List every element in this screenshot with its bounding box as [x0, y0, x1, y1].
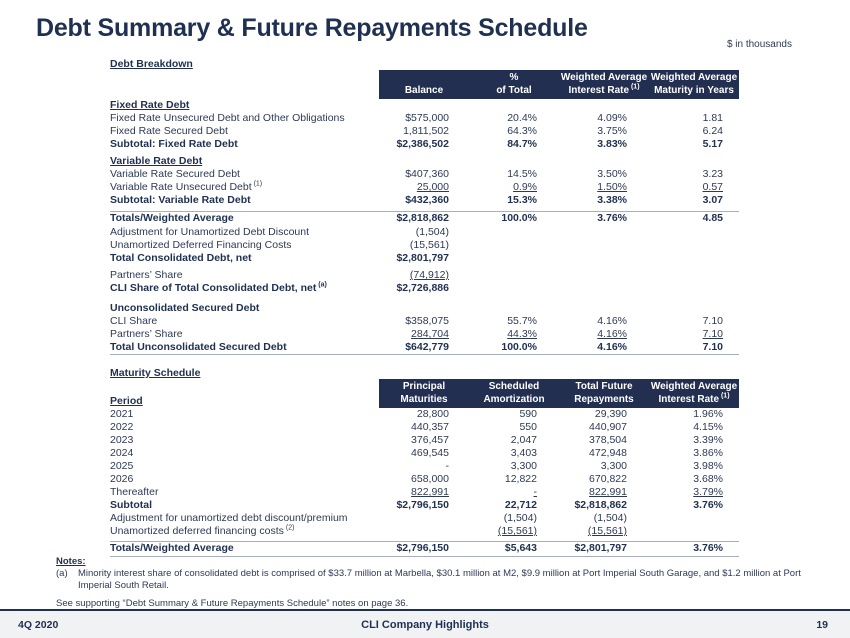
table-row: [110, 473, 739, 486]
cell-value: 44.3%: [507, 328, 537, 340]
cell-value: 100.0%: [501, 212, 537, 224]
cell-value: 4.85: [702, 212, 723, 224]
cell-value: 1.96%: [693, 408, 723, 420]
maturity-schedule-header: [110, 379, 739, 408]
cell-value: $575,000: [405, 112, 449, 124]
row-label: 2023: [110, 434, 134, 446]
cell-value: [469, 99, 559, 112]
table-row: [110, 168, 739, 181]
cell-value: 4.16%: [597, 341, 627, 353]
row-label: 2021: [110, 408, 134, 420]
cell-value: (1,504): [503, 512, 537, 524]
cell-value: (1,504): [415, 226, 449, 238]
footnote-marker: (1): [629, 83, 640, 91]
cell-value: [649, 99, 739, 112]
row-label: Variable Rate Secured Debt: [110, 168, 240, 180]
row-label: 2024: [110, 447, 134, 459]
cell-value: 3.76%: [693, 499, 723, 511]
table-header-cell: Total Future Repayments: [559, 379, 649, 408]
table-header-cell: Weighted Average Interest Rate $^{(1)}$: [649, 379, 739, 408]
footnote-marker: (1): [719, 392, 730, 400]
cell-value: [559, 282, 649, 295]
row-label: Unamortized deferred financing costs $^{(2)}$: [110, 524, 295, 537]
cell-value: [469, 226, 559, 239]
table-row: [110, 211, 739, 226]
cell-value: [559, 302, 649, 315]
table-row: [110, 341, 739, 355]
cell-value: 440,357: [411, 421, 449, 433]
footnote-marker: (1): [251, 180, 263, 188]
table-row: [110, 315, 739, 328]
table-row: [110, 512, 739, 525]
cell-value: [649, 239, 739, 252]
row-label: Variable Rate Unsecured Debt $^{(1)}$: [110, 180, 263, 193]
debt-breakdown-title: Debt Breakdown: [110, 58, 193, 70]
table-row: [110, 421, 739, 434]
cell-value: 3.76%: [597, 212, 627, 224]
cell-value: [469, 155, 559, 168]
cell-value: [649, 269, 739, 282]
table-row: [110, 486, 739, 499]
cell-value: 376,457: [411, 434, 449, 446]
cell-value: 29,390: [594, 408, 627, 420]
cell-value: [469, 239, 559, 252]
cell-value: 12,822: [504, 473, 537, 485]
cell-value: $432,360: [405, 194, 449, 206]
row-label: 2022: [110, 421, 134, 433]
row-label: CLI Share of Total Consolidated Debt, net $^{(a)}$: [110, 281, 327, 294]
cell-value: 6.24: [702, 125, 723, 137]
header-corner: [110, 70, 379, 99]
cell-value: [559, 226, 649, 239]
table-row: [110, 282, 739, 295]
notes-block: [56, 556, 808, 610]
row-label: 2025: [110, 460, 134, 472]
table-row: [110, 269, 739, 282]
cell-value: 440,907: [589, 421, 627, 433]
cell-value: 14.5%: [507, 168, 537, 180]
cell-value: $2,818,862: [574, 499, 627, 511]
cell-value: 4.16%: [597, 315, 627, 327]
cell-value: 20.4%: [507, 112, 537, 124]
cell-value: $407,360: [405, 168, 449, 180]
table-row: [110, 408, 739, 421]
cell-value: 3.23: [702, 168, 723, 180]
period-label: Period: [110, 395, 143, 407]
cell-value: [649, 155, 739, 168]
table-row: [110, 99, 739, 112]
cell-value: 3.79%: [693, 486, 723, 498]
cell-value: 22,712: [504, 499, 537, 511]
table-row: [110, 226, 739, 239]
table-row: [110, 447, 739, 460]
cell-value: [649, 282, 739, 295]
cell-value: [379, 512, 469, 525]
table-header-cell: Weighted Average Maturity in Years: [649, 70, 739, 99]
cell-value: $2,726,886: [396, 282, 449, 294]
supporting-note: See supporting “Debt Summary & Future Repayments Schedule” notes on page 36.: [56, 598, 409, 609]
row-label: Thereafter: [110, 486, 159, 498]
row-label: Total Unconsolidated Secured Debt: [110, 341, 287, 353]
cell-value: [649, 302, 739, 315]
cell-value: 3.39%: [693, 434, 723, 446]
footer-title: CLI Company Highlights: [361, 618, 489, 631]
cell-value: 15.3%: [507, 194, 537, 206]
cell-value: $2,818,862: [396, 212, 449, 224]
footer-page-number: 19: [816, 618, 828, 631]
cell-value: [469, 252, 559, 265]
page-title: Debt Summary & Future Repayments Schedule: [36, 14, 588, 42]
cell-value: [559, 252, 649, 265]
cell-value: 3.75%: [597, 125, 627, 137]
note-text: Minority interest share of consolidated debt is comprised of $33.7 million at Marbella, $30.1 million at M2, $9.9 million at Port Imperial South Garage, and $1.2 million at Port Imperial South Retail.: [78, 568, 801, 591]
row-label: Fixed Rate Debt: [110, 99, 190, 111]
cell-value: [559, 99, 649, 112]
table-row: [110, 138, 739, 151]
cell-value: 378,504: [589, 434, 627, 446]
cell-value: [559, 239, 649, 252]
cell-value: 3,403: [510, 447, 537, 459]
row-label: Partners’ Share: [110, 269, 183, 281]
row-label: Partners’ Share: [110, 328, 183, 340]
cell-value: [559, 155, 649, 168]
row-label: Variable Rate Debt: [110, 155, 203, 167]
cell-value: 64.3%: [507, 125, 537, 137]
cell-value: 3,300: [600, 460, 627, 472]
cell-value: 84.7%: [507, 138, 537, 150]
cell-value: (15,561): [587, 525, 627, 537]
cell-value: [379, 525, 469, 538]
debt-breakdown-table: [110, 58, 739, 355]
note-item: [56, 568, 808, 592]
cell-value: 3.50%: [597, 168, 627, 180]
row-label: Subtotal: Fixed Rate Debt: [110, 138, 238, 150]
cell-value: [469, 302, 559, 315]
debt-breakdown-header: [110, 70, 739, 99]
cell-value: 2,047: [510, 434, 537, 446]
cell-value: [559, 269, 649, 282]
cell-value: [649, 226, 739, 239]
cell-value: 7.10: [702, 315, 723, 327]
cell-value: 100.0%: [501, 341, 537, 353]
cell-value: 3.68%: [693, 473, 723, 485]
table-header-cell: % of Total: [469, 70, 559, 99]
cell-value: $358,075: [405, 315, 449, 327]
row-label: Subtotal: Variable Rate Debt: [110, 194, 251, 206]
cell-value: 28,800: [416, 408, 449, 420]
row-label: Unconsolidated Secured Debt: [110, 302, 260, 314]
table-row: [110, 541, 739, 557]
table-row: [110, 155, 739, 168]
cell-value: 469,545: [411, 447, 449, 459]
cell-value: 55.7%: [507, 315, 537, 327]
row-label: Unamortized Deferred Financing Costs: [110, 239, 292, 251]
footer-quarter: 4Q 2020: [18, 618, 59, 631]
cell-value: (1,504): [593, 512, 627, 524]
table-row: [110, 239, 739, 252]
cell-value: 7.10: [702, 328, 723, 340]
cell-value: 1,811,502: [403, 125, 449, 137]
cell-value: [379, 302, 469, 315]
units-note: $ in thousands: [726, 39, 792, 50]
footnote-marker: (2): [283, 524, 295, 532]
cell-value: (15,561): [409, 239, 449, 251]
cell-value: (74,912): [409, 269, 449, 281]
cell-value: 3.38%: [597, 194, 627, 206]
maturity-schedule-title: Maturity Schedule: [110, 367, 201, 379]
maturity-schedule-body: [110, 408, 739, 557]
cell-value: 822,991: [411, 486, 449, 498]
cell-value: $2,796,150: [396, 542, 449, 554]
cell-value: [649, 252, 739, 265]
cell-value: $2,801,797: [574, 542, 627, 554]
footnote-marker: (a): [316, 281, 327, 289]
table-row: [110, 125, 739, 138]
cell-value: $2,386,502: [396, 138, 449, 150]
debt-breakdown-body: [110, 99, 739, 355]
cell-value: $642,779: [405, 341, 449, 353]
cell-value: 0.57: [702, 181, 723, 193]
table-row: [110, 460, 739, 473]
cell-value: 550: [519, 421, 537, 433]
row-label: Totals/Weighted Average: [110, 212, 234, 224]
cell-value: 658,000: [411, 473, 449, 485]
table-row: [110, 328, 739, 341]
cell-value: 25,000: [416, 181, 449, 193]
cell-value: -: [533, 486, 537, 498]
footer-bar: [0, 609, 850, 638]
cell-value: 4.15%: [693, 421, 723, 433]
cell-value: 590: [519, 408, 537, 420]
cell-value: 3.07: [702, 194, 723, 206]
table-header-cell: Principal Maturities: [379, 379, 469, 408]
row-label: CLI Share: [110, 315, 158, 327]
cell-value: 3.98%: [693, 460, 723, 472]
table-row: [110, 112, 739, 125]
cell-value: 822,991: [589, 486, 627, 498]
notes-heading: Notes:: [56, 556, 86, 567]
table-row: [110, 302, 739, 315]
table-row: [110, 499, 739, 512]
row-label: Fixed Rate Unsecured Debt and Other Obligations: [110, 112, 345, 124]
cell-value: 3.83%: [597, 138, 627, 150]
row-label: Totals/Weighted Average: [110, 542, 234, 554]
cell-value: 3,300: [510, 460, 537, 472]
cell-value: 670,822: [589, 473, 627, 485]
cell-value: [469, 269, 559, 282]
cell-value: 0.9%: [513, 181, 537, 193]
cell-value: [649, 512, 739, 525]
cell-value: $2,801,797: [396, 252, 449, 264]
cell-value: 284,704: [411, 328, 449, 340]
cell-value: -: [445, 460, 449, 472]
row-label: Subtotal: [110, 499, 152, 511]
table-row: [110, 525, 739, 538]
table-row: [110, 434, 739, 447]
cell-value: 4.09%: [597, 112, 627, 124]
table-header-cell: Balance: [379, 70, 469, 99]
note-marker: (a): [56, 568, 68, 579]
cell-value: $2,796,150: [396, 499, 449, 511]
cell-value: 3.86%: [693, 447, 723, 459]
cell-value: 472,948: [589, 447, 627, 459]
cell-value: 4.16%: [597, 328, 627, 340]
table-row: [110, 194, 739, 207]
cell-value: [379, 99, 469, 112]
row-label: Adjustment for Unamortized Debt Discount: [110, 226, 310, 238]
row-label: Fixed Rate Secured Debt: [110, 125, 228, 137]
table-header-cell: Scheduled Amortization: [469, 379, 559, 408]
row-label: Total Consolidated Debt, net: [110, 252, 252, 264]
cell-value: 7.10: [702, 341, 723, 353]
row-label: Adjustment for unamortized debt discount/premium: [110, 512, 348, 524]
maturity-schedule-table: [110, 367, 739, 557]
cell-value: 5.17: [702, 138, 723, 150]
table-header-cell: Weighted Average Interest Rate $^{(1)}$: [559, 70, 649, 99]
cell-value: 1.50%: [597, 181, 627, 193]
table-row: [110, 252, 739, 265]
cell-value: [649, 525, 739, 538]
table-row: [110, 181, 739, 194]
header-corner: [110, 379, 379, 408]
cell-value: [379, 155, 469, 168]
cell-value: (15,561): [497, 525, 537, 537]
cell-value: [469, 282, 559, 295]
cell-value: 1.81: [702, 112, 723, 124]
cell-value: 3.76%: [693, 542, 723, 554]
row-label: 2026: [110, 473, 134, 485]
cell-value: $5,643: [504, 542, 537, 554]
